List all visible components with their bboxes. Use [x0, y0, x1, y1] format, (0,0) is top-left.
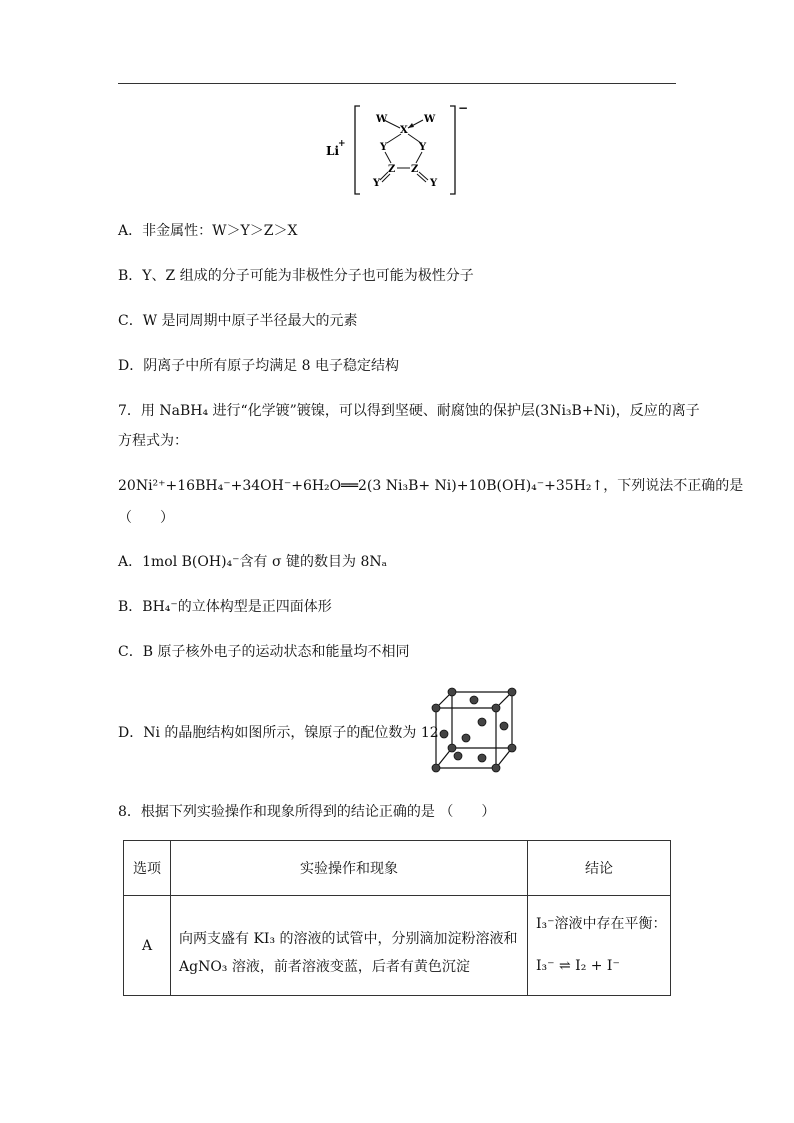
atom-y-right: Y — [419, 142, 427, 153]
table-row — [124, 896, 671, 996]
table-header-row — [124, 841, 671, 896]
q7-option-d: D．Ni 的晶胞结构如图所示，镍原子的配位数为 12 — [118, 725, 439, 741]
row-operation — [171, 896, 528, 996]
header-operation: 实验操作和现象 — [171, 841, 528, 896]
q7-stem-line-1: 7．用 NaBH₄ 进行“化学镀”镀镍，可以得到坚硬、耐腐蚀的保护层(3Ni₃B+Ni)，反应的离子 — [118, 403, 700, 419]
q7-answer-bracket: （ ） — [118, 510, 174, 526]
right-bracket — [450, 106, 455, 194]
q7-equation: 20Ni²⁺+16BH₄⁻+34OH⁻+6H₂O══2(3 Ni₃B+ Ni)+10B(OH)₄⁻+35H₂↑，下列说法不正确的是 — [118, 478, 744, 494]
row-operation-line-2: AgNO₃ 溶液，前者溶液变蓝，后者有黄色沉淀 — [179, 958, 470, 975]
row-option: A — [124, 896, 171, 996]
q6-option-b: B．Y、Z 组成的分子可能为非极性分子也可能为极性分子 — [118, 268, 474, 284]
left-bracket — [355, 106, 360, 194]
atom-w-right: W — [424, 114, 436, 125]
atom-y-bottom-right: Y — [430, 178, 438, 189]
cation-label: Li — [326, 144, 339, 158]
ni-unit-cell-figure — [428, 686, 520, 776]
header-conclusion: 结论 — [528, 841, 671, 896]
q6-option-c: C．W 是同周期中原子半径最大的元素 — [118, 313, 358, 329]
cation-charge: + — [338, 139, 346, 149]
anion-charge: − — [458, 101, 469, 115]
atom-y-left: Y — [380, 142, 388, 153]
q8-table — [123, 840, 671, 996]
q7-stem-line-2: 方程式为： — [118, 433, 188, 449]
q6-option-a: A．非金属性：W＞Y＞Z＞X — [118, 223, 298, 239]
row-operation-line-1: 向两支盛有 KI₃ 的溶液的试管中，分别滴加淀粉溶液和 — [179, 930, 518, 947]
atom-y-bottom-left: Y — [373, 178, 381, 189]
q8-stem: 8．根据下列实验操作和现象所得到的结论正确的是 （ ） — [118, 804, 496, 820]
q7-option-a: A．1mol B(OH)₄⁻含有 σ 键的数目为 8Nₐ — [118, 554, 388, 570]
atom-z-right: Z — [411, 164, 419, 175]
atom-x: X — [400, 125, 408, 136]
q7-option-b: B．BH₄⁻的立体构型是正四面体形 — [118, 599, 332, 615]
row-conclusion-line-2: I₃⁻ ⇌ I₂ + I⁻ — [536, 958, 620, 974]
atom-z-left: Z — [388, 164, 396, 175]
row-conclusion-line-1: I₃⁻溶液中存在平衡： — [536, 916, 667, 932]
header-option: 选项 — [124, 841, 171, 896]
atom-w-left: W — [376, 114, 388, 125]
row-conclusion — [528, 896, 671, 996]
header-rule — [118, 83, 676, 84]
q7-option-c: C．B 原子核外电子的运动状态和能量均不相同 — [118, 644, 410, 660]
q6-option-d: D．阴离子中所有原子均满足 8 电子稳定结构 — [118, 358, 400, 374]
anion-structure-figure — [320, 100, 480, 200]
